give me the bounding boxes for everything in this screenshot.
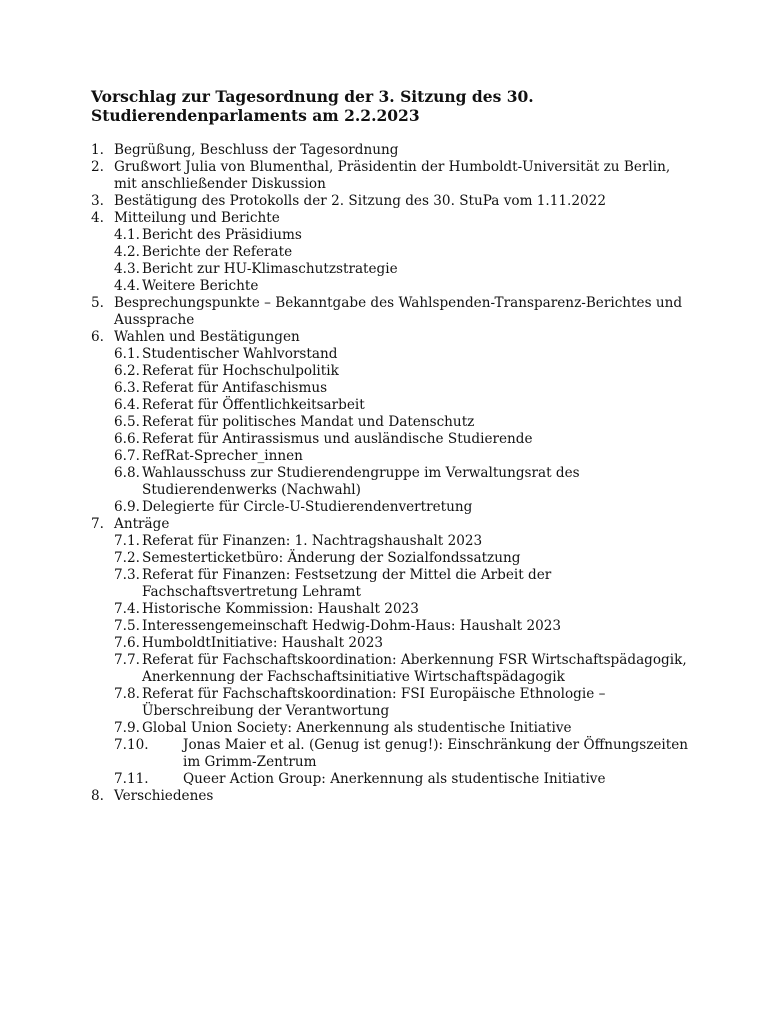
agenda-subitem [91, 227, 691, 244]
agenda-subitem-text: Referat für Finanzen: 1. Nachtragshaushalt 2023 [142, 533, 483, 549]
agenda-item-number: 5. [91, 295, 104, 311]
agenda-subitem-text: Delegierte für Circle-U-Studierendenvertretung [142, 499, 473, 515]
agenda-subitem-number: 7.8. [114, 686, 140, 702]
agenda-subitem [91, 363, 691, 380]
agenda-subitem-number: 7.3. [114, 567, 140, 583]
agenda-item-number: 6. [91, 329, 104, 345]
agenda-subitem [91, 567, 691, 601]
agenda-item-number: 7. [91, 516, 104, 532]
agenda-subitem-number: 7.7. [114, 652, 140, 668]
agenda-subitem [91, 635, 691, 652]
agenda-subitem-number: 6.9. [114, 499, 140, 515]
agenda-item [91, 193, 691, 210]
agenda-item-text: Bestätigung des Protokolls der 2. Sitzung des 30. StuPa vom 1.11.2022 [114, 193, 606, 209]
agenda-subitem-number: 4.2. [114, 244, 140, 260]
title-line-2: Studierendenparlaments am 2.2.2023 [91, 106, 420, 125]
agenda-subitem [91, 431, 691, 448]
agenda-subitem-number: 6.4. [114, 397, 140, 413]
agenda-item-number: 4. [91, 210, 104, 226]
agenda-subitem [91, 397, 691, 414]
agenda-item [91, 516, 691, 533]
agenda-subitem-text: Wahlausschuss zur Studierendengruppe im Verwaltungsrat des Studierendenwerks (Nachwahl) [142, 465, 580, 498]
agenda-item-number: 2. [91, 159, 104, 175]
agenda-subitem [91, 499, 691, 516]
agenda-subitem-number: 6.7. [114, 448, 140, 464]
agenda-subitem [91, 550, 691, 567]
agenda-subitem [91, 652, 691, 686]
agenda-subitem-number: 4.1. [114, 227, 140, 243]
agenda-subitem-number: 7.2. [114, 550, 140, 566]
agenda-item-text: Verschiedenes [114, 788, 214, 804]
agenda-subitem [91, 244, 691, 261]
title-line-1: Vorschlag zur Tagesordnung der 3. Sitzung des 30. [91, 87, 534, 106]
agenda-subitem-text: Referat für Hochschulpolitik [142, 363, 339, 379]
agenda-subitem-text: Berichte der Referate [142, 244, 293, 260]
agenda-subitem-text: Referat für Öffentlichkeitsarbeit [142, 397, 365, 413]
agenda-subitem-number: 7.10. [114, 737, 149, 753]
agenda-subitem-text: Referat für Antirassismus und ausländische Studierende [142, 431, 533, 447]
agenda-subitem-number: 6.6. [114, 431, 140, 447]
agenda-subitem-number: 6.5. [114, 414, 140, 430]
agenda-item-text: Grußwort Julia von Blumenthal, Präsidentin der Humboldt-Universität zu Berlin, mit anschließender Diskussion [114, 159, 671, 192]
agenda-subitem [91, 737, 691, 771]
agenda-subitem [91, 465, 691, 499]
agenda-subitem [91, 771, 691, 788]
agenda-subitem-number: 7.4. [114, 601, 140, 617]
agenda-subitem-text: Referat für Finanzen: Festsetzung der Mittel die Arbeit der Fachschaftsvertretung Lehramt [142, 567, 552, 600]
agenda-subitem [91, 414, 691, 431]
agenda-subitem-number: 6.2. [114, 363, 140, 379]
agenda-subitem [91, 686, 691, 720]
agenda-subitem [91, 278, 691, 295]
agenda-item [91, 295, 691, 329]
agenda-subitem-text: Queer Action Group: Anerkennung als studentische Initiative [183, 771, 606, 787]
agenda-item-text: Anträge [114, 516, 170, 532]
agenda-subitem-number: 4.3. [114, 261, 140, 277]
agenda-item [91, 142, 691, 159]
agenda-item-text: Wahlen und Bestätigungen [114, 329, 300, 345]
agenda-subitem-number: 6.3. [114, 380, 140, 396]
agenda-subitem-number: 7.11. [114, 771, 149, 787]
agenda-subitem-text: Bericht zur HU-Klimaschutzstrategie [142, 261, 398, 277]
agenda-item-text: Begrüßung, Beschluss der Tagesordnung [114, 142, 399, 158]
agenda-subitem-text: Historische Kommission: Haushalt 2023 [142, 601, 419, 617]
agenda-subitem [91, 720, 691, 737]
agenda-subitem-text: Referat für politisches Mandat und Datenschutz [142, 414, 475, 430]
agenda-subitem [91, 261, 691, 278]
agenda-subitem-text: Referat für Fachschaftskoordination: Aberkennung FSR Wirtschaftspädagogik, Anerkennung der Fachschaftsinitiative Wirtschaftspädagogik [142, 652, 687, 685]
agenda-subitem-number: 6.1. [114, 346, 140, 362]
agenda-subitem-text: Bericht des Präsidiums [142, 227, 302, 243]
agenda-subitem-text: Studentischer Wahlvorstand [142, 346, 338, 362]
agenda-subitem-text: Referat für Antifaschismus [142, 380, 328, 396]
agenda-subitem-text: Weitere Berichte [142, 278, 259, 294]
agenda-subitem-text: Interessengemeinschaft Hedwig-Dohm-Haus: Haushalt 2023 [142, 618, 562, 634]
agenda-list [91, 142, 691, 805]
agenda-subitem-number: 7.1. [114, 533, 140, 549]
agenda-subitem-number: 7.9. [114, 720, 140, 736]
agenda-item [91, 788, 691, 805]
agenda-item-number: 8. [91, 788, 104, 804]
agenda-subitem-text: Global Union Society: Anerkennung als studentische Initiative [142, 720, 572, 736]
agenda-item-text: Besprechungspunkte – Bekanntgabe des Wahlspenden-Transparenz-Berichtes und Aussprache [114, 295, 683, 328]
agenda-subitem-text: Semesterticketbüro: Änderung der Sozialfondssatzung [142, 550, 521, 566]
agenda-subitem-number: 7.6. [114, 635, 140, 651]
agenda-subitem-number: 4.4. [114, 278, 140, 294]
agenda-subitem [91, 448, 691, 465]
agenda-subitem [91, 346, 691, 363]
agenda-subitem [91, 601, 691, 618]
agenda-subitem-number: 7.5. [114, 618, 140, 634]
agenda-subitem [91, 380, 691, 397]
agenda-subitem-number: 6.8. [114, 465, 140, 481]
agenda-item-number: 1. [91, 142, 104, 158]
agenda-item-number: 3. [91, 193, 104, 209]
agenda-subitem-text: Jonas Maier et al. (Genug ist genug!): Einschränkung der Öffnungszeiten im Grimm-Zentrum [183, 737, 689, 770]
agenda-item [91, 329, 691, 346]
document-title [91, 87, 731, 125]
agenda-item-text: Mitteilung und Berichte [114, 210, 280, 226]
agenda-subitem-text: RefRat-Sprecher_innen [142, 448, 303, 464]
agenda-subitem-text: HumboldtInitiative: Haushalt 2023 [142, 635, 383, 651]
agenda-subitem [91, 533, 691, 550]
agenda-subitem [91, 618, 691, 635]
agenda-item [91, 210, 691, 227]
agenda-item [91, 159, 691, 193]
agenda-subitem-text: Referat für Fachschaftskoordination: FSI Europäische Ethnologie – Überschreibung der Verantwortung [142, 686, 606, 719]
